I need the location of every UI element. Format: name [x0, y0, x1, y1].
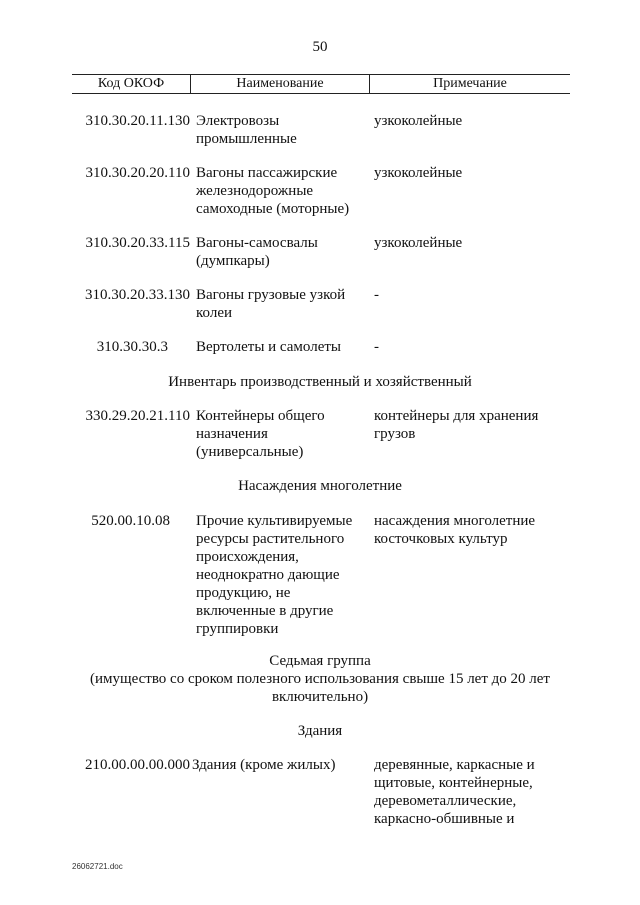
- row-code: 520.00.10.08: [91, 513, 170, 529]
- row-code: 330.29.20.21.110: [85, 408, 190, 424]
- row-note: узкоколейные: [374, 165, 463, 181]
- table-header: [72, 74, 570, 94]
- row-note: узкоколейные: [374, 113, 463, 129]
- row-code: 310.30.30.3: [96, 339, 168, 355]
- page-number: 50: [312, 39, 328, 55]
- row-name: Вагоны пассажирские железнодорожные самоходные (моторные): [196, 165, 350, 217]
- row-name: Вагоны-самосвалы (думпкары): [196, 235, 318, 269]
- header-code: Код ОКОФ: [72, 75, 191, 93]
- row-code: 310.30.20.20.110: [85, 165, 190, 181]
- section-heading-plants: Насаждения многолетние: [238, 478, 402, 494]
- row-note: насаждения многолетние косточковых культур: [374, 513, 536, 547]
- footer-doc-name: 26062721.doc: [72, 862, 123, 871]
- row-name: Контейнеры общего назначения (универсальные): [196, 408, 325, 460]
- row-code: 310.30.20.33.115: [85, 235, 190, 251]
- row-note: узкоколейные: [374, 235, 463, 251]
- row-note: -: [374, 287, 379, 303]
- group-title: Седьмая группа: [269, 653, 371, 669]
- row-note: контейнеры для хранения грузов: [374, 408, 539, 442]
- group-subtitle: (имущество со сроком полезного использования свыше 15 лет до 20 лет включительно): [90, 671, 550, 705]
- row-code: 210.00.00.00.000: [85, 757, 190, 773]
- row-code: 310.30.20.33.130: [85, 287, 190, 303]
- row-name: Прочие культивируемые ресурсы растительного происхождения, неоднократно дающие продукцию, не включенные в другие группировки: [196, 513, 353, 637]
- row-note: -: [374, 339, 379, 355]
- row-code: 310.30.20.11.130: [85, 113, 190, 129]
- row-note: деревянные, каркасные и щитовые, контейнерные, деревометаллические, каркасно-обшивные и: [374, 757, 535, 827]
- row-name: Здания (кроме жилых): [192, 757, 336, 773]
- header-note: Примечание: [433, 76, 507, 91]
- section-heading-inventory: Инвентарь производственный и хозяйственный: [168, 374, 472, 390]
- header-name: Наименование: [191, 75, 370, 93]
- row-name: Электровозы промышленные: [196, 113, 297, 147]
- section-heading-buildings: Здания: [297, 723, 343, 739]
- row-name: Вагоны грузовые узкой колеи: [196, 287, 346, 321]
- row-name: Вертолеты и самолеты: [196, 339, 341, 355]
